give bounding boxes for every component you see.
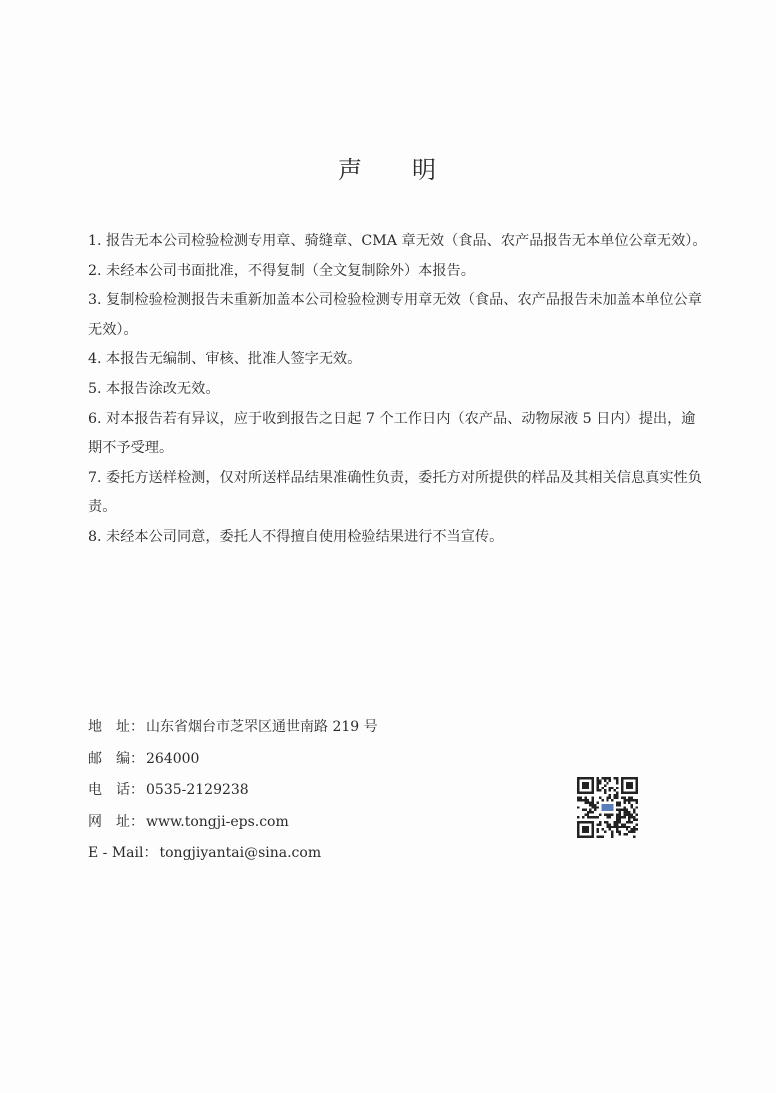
clause-1: 1. 报告无本公司检验检测专用章、骑缝章、CMA 章无效（食品、农产品报告无本单位公章无效）。 — [88, 233, 707, 249]
postcode-sep: ： — [130, 750, 144, 767]
address-label-a: 地 — [88, 719, 102, 735]
qr-code-icon — [577, 777, 638, 838]
phone-label-a: 电 — [88, 782, 102, 798]
postcode-label-a: 邮 — [88, 750, 102, 767]
clause-8: 8. 未经本公司同意，委托人不得擅自使用检验结果进行不当宣传。 — [88, 528, 504, 545]
contact-email — [88, 838, 548, 870]
email-label: E - Mail — [88, 845, 144, 861]
title-char-1: 声 — [338, 156, 364, 184]
postcode-label — [88, 744, 130, 776]
address-value: 山东省烟台市芝罘区通世南路 219 号 — [146, 719, 378, 735]
clause-list — [88, 227, 708, 553]
phone-value: 0535-2129238 — [146, 782, 249, 798]
address-sep: ： — [130, 719, 144, 735]
phone-label-b: 话 — [116, 782, 130, 798]
email-value: tongjiyantai@sina.com — [159, 845, 322, 861]
address-label-b: 址 — [116, 719, 130, 735]
phone-label — [88, 775, 130, 807]
clause-5: 5. 本报告涂改无效。 — [88, 380, 220, 397]
title-char-2: 明 — [412, 156, 438, 184]
postcode-value: 264000 — [146, 750, 200, 767]
clause-2: 2. 未经本公司书面批准，不得复制（全文复制除外）本报告。 — [88, 262, 475, 279]
website-label-b: 址 — [116, 813, 130, 830]
postcode-label-b: 编 — [116, 750, 130, 767]
clause-6: 6. 对本报告若有异议，应于收到报告之日起 7 个工作日内（农产品、动物尿液 5 日内）提出，逾期不予受理。 — [88, 410, 696, 457]
page-title — [0, 150, 776, 185]
contact-website — [88, 807, 548, 839]
clause-3: 3. 复制检验检测报告未重新加盖本公司检验检测专用章无效（食品、农产品报告未加盖本单位公章无效）。 — [88, 292, 702, 338]
website-label — [88, 807, 130, 839]
address-label — [88, 712, 130, 744]
contact-address — [88, 712, 548, 744]
phone-sep: ： — [130, 782, 144, 798]
website-sep: ： — [130, 813, 144, 830]
website-value: www.tongji-eps.com — [146, 813, 289, 830]
contact-postcode — [88, 744, 548, 776]
website-label-a: 网 — [88, 813, 102, 830]
clause-7: 7. 委托方送样检测，仅对所送样品结果准确性负责，委托方对所提供的样品及其相关信息真实性负责。 — [88, 469, 702, 516]
contact-phone — [88, 775, 548, 807]
email-sep: ： — [143, 845, 158, 861]
clause-4: 4. 本报告无编制、审核、批准人签字无效。 — [88, 351, 362, 368]
contact-block — [88, 712, 548, 870]
